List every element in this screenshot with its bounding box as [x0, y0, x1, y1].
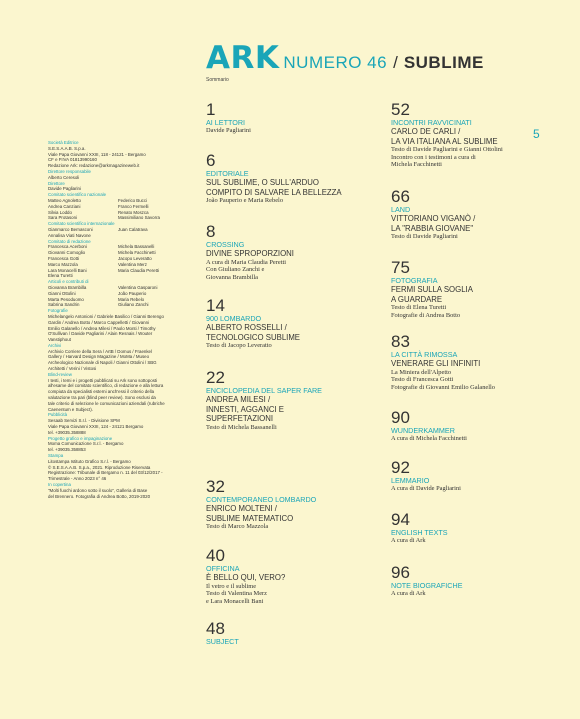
toc-byline-line: Testo di Marco Mazzola — [206, 523, 269, 530]
toc-byline — [391, 435, 566, 443]
colophon-name: Annalisa Viati Navone — [48, 232, 91, 238]
colophon-heading: Blind-review — [48, 371, 72, 377]
toc-title-line: SUBLIME MATEMATICO — [206, 513, 294, 523]
toc-title-line: TECNOLOGICO SUBLIME — [206, 332, 301, 342]
colophon-column — [118, 285, 188, 308]
toc-title — [206, 249, 381, 259]
toc-byline-line: e Lara Monacelli Bani — [206, 597, 264, 605]
colophon-name: Matteo Agnoletto — [48, 197, 81, 203]
colophon-line: tale criterio di selezione le comunicazioni aziendali (rubriche — [48, 400, 165, 406]
colophon-name: Elena Turetti — [48, 273, 73, 279]
toc-section: ENGLISH TEXTS — [391, 528, 448, 537]
colophon-name: Marta Pesoduomo — [48, 296, 84, 302]
toc-title-line: INNESTI, AGGANCI E — [206, 404, 284, 414]
toc-entry — [391, 333, 566, 391]
colophon-column — [48, 244, 118, 279]
sommario-label: Sommario — [206, 77, 229, 83]
colophon-column — [118, 244, 188, 279]
toc-byline-line: Testo di Francesca Gotti — [391, 376, 454, 383]
toc-byline-line: Incontro con i testimoni a cura di — [391, 153, 476, 161]
toc-section: LA CITTÀ RIMOSSA — [391, 350, 458, 359]
colophon-column — [118, 227, 188, 239]
toc-title-line: SUL SUBLIME, O SULL'ARDUO — [206, 178, 319, 187]
toc-page-number: 14 — [206, 296, 225, 315]
colophon-columns — [48, 227, 188, 239]
colophon-column — [118, 198, 188, 221]
colophon-name: Sara Protasoni — [48, 215, 78, 221]
toc-section: 900 LOMBARDO — [206, 314, 262, 323]
colophon — [48, 140, 188, 499]
colophon-name: Maria Rebelo — [118, 296, 145, 302]
toc-title — [206, 504, 381, 523]
colophon-columns — [48, 198, 188, 221]
toc-page-number: 92 — [391, 458, 410, 477]
colophon-line: compiuta da specialisti esterni anch'essi il criterio della — [48, 389, 155, 395]
toc-title-line: VENERARE GLI INFINITI — [391, 359, 481, 368]
colophon-name: Maria Claudia Peretti — [118, 267, 159, 273]
toc-byline-line: Davide Pagliarini — [206, 127, 251, 134]
colophon-line: Archivio Corriere della Sera / ArtB / Domus / Fraenkel — [48, 348, 152, 354]
toc-page-number: 1 — [206, 100, 216, 119]
toc-title-line: ALBERTO ROSSELLI / — [206, 323, 287, 332]
toc-byline-line: Michela Facchinetti — [391, 161, 442, 168]
toc-title — [391, 214, 566, 233]
toc-page-number: 8 — [206, 222, 216, 241]
colophon-heading: Direttore — [48, 180, 65, 186]
colophon-name: Michela Bassanelli — [118, 244, 155, 250]
issue-number: NUMERO 46 — [283, 53, 388, 72]
colophon-block — [48, 192, 188, 221]
toc-section: LEMMARIO — [391, 476, 430, 485]
toc-byline-line: João Pauperio e Maria Rebelo — [206, 197, 284, 204]
toc-title-line: CARLO DE CARLI / — [391, 127, 461, 136]
toc-section: WUNDERKAMMER — [391, 426, 455, 435]
toc-byline — [206, 523, 381, 531]
toc-byline — [391, 146, 566, 169]
toc-title-line: ANDREA MILESI / — [206, 395, 271, 404]
toc-page-number: 32 — [206, 477, 225, 496]
toc-title-line: È BELLO QUI, VERO? — [206, 573, 286, 582]
colophon-name: João Pauperio — [118, 290, 147, 296]
colophon-line: Gallery / Harvard Design Magazine / MoMa / Museo — [48, 354, 150, 360]
toc-entry — [206, 101, 381, 135]
toc-entry — [206, 478, 381, 531]
toc-section: LAND — [391, 205, 411, 214]
colophon-name: Silvia Loddo — [48, 209, 72, 215]
colophon-name: Jacopo Leveratto — [118, 255, 152, 261]
colophon-column — [48, 198, 118, 221]
toc-title-line: LA VIA ITALIANA AL SUBLIME — [391, 136, 498, 146]
toc-byline-line: Con Giuliano Zanchi e — [206, 266, 265, 273]
toc-byline-line: Fotografie di Giovanni Emilio Galanello — [391, 383, 496, 391]
toc-page-number: 6 — [206, 151, 216, 170]
toc-section: INCONTRI RAVVICINATI — [391, 118, 472, 127]
colophon-line: valutazione tra pari (blind peer review). Sono esclusi da — [48, 395, 156, 401]
colophon-heading: Direttore responsabile — [48, 168, 91, 174]
toc-section: OFFICINA — [206, 564, 240, 573]
toc-byline-line: La Miniera dell'Alpetto — [391, 368, 452, 376]
toc-title-line: A GUARDARE — [391, 294, 443, 304]
colophon-block — [48, 465, 188, 482]
toc-page-number: 22 — [206, 368, 225, 387]
toc-entry — [206, 547, 381, 605]
colophon-block — [48, 308, 188, 343]
toc-byline-line: Testo di Davide Pagliarini e Gianni Ottolini — [391, 146, 503, 153]
colophon-name: Giuliano Zanchi — [118, 302, 149, 308]
toc-section: CROSSING — [206, 240, 245, 249]
toc-entry — [391, 101, 566, 169]
colophon-name: Renato Moszca — [118, 209, 149, 215]
toc-page-number: 96 — [391, 563, 410, 582]
colophon-block — [48, 372, 188, 413]
colophon-heading: Comitato scientifico nazionale — [48, 192, 107, 198]
toc-section: AI LETTORI — [206, 118, 246, 127]
toc-entry — [391, 564, 566, 598]
toc-title-line: DIVINE SPROPORZIONI — [206, 249, 294, 258]
toc-title-line: VITTORIANO VIGANÒ / — [391, 214, 476, 223]
toc-byline — [206, 197, 381, 205]
toc-byline-line: A cura di Davide Pagliarini — [391, 485, 461, 492]
toc-byline — [206, 583, 381, 606]
toc-byline-line: Fotografie di Andrea Botto — [391, 311, 461, 319]
toc-entry — [391, 409, 566, 443]
toc-entry — [391, 511, 566, 545]
toc-section: ENCICLOPEDIA DEL SAPER FARE — [206, 386, 322, 395]
colophon-line: Sesaab Servizi S.r.l. - Divisione SPM — [48, 418, 120, 424]
colophon-line: Michelangelo Antonioni / Gabriele Basilico / Gianni Berengo — [48, 313, 164, 319]
colophon-columns — [48, 285, 188, 308]
toc-byline — [391, 233, 566, 241]
toc-byline-line: Testo di Jacopo Leveratto — [206, 342, 272, 349]
toc-title — [206, 323, 381, 342]
colophon-block — [48, 412, 188, 435]
toc-byline-line: Testo di Michela Bassanelli — [206, 423, 277, 431]
toc-entry — [391, 188, 566, 241]
colophon-line: © S.E.S.A.A.B. S.p.a., 2021. Riproduzione Riservata — [48, 464, 151, 470]
toc-byline-line: A cura di Maria Claudia Peretti — [206, 258, 287, 266]
toc-byline — [391, 590, 566, 598]
toc-byline-line: A cura di Ark — [391, 537, 426, 544]
colophon-block — [48, 181, 188, 193]
toc-title — [391, 359, 566, 369]
toc-entry — [206, 152, 381, 205]
colophon-name: Valentina Gasparoni — [118, 284, 158, 290]
colophon-block — [48, 279, 188, 308]
colophon-line: Gardin / Andrea Botto / Marco Cappelletti / Giovanni — [48, 319, 150, 325]
colophon-heading: Stampa — [48, 453, 64, 459]
toc-page-number: 75 — [391, 258, 410, 277]
colophon-block — [48, 140, 188, 169]
colophon-line: Davide Pagliarini — [48, 186, 81, 192]
colophon-heading: Fotografie — [48, 308, 68, 314]
colophon-name: Valentina Merz — [118, 261, 147, 267]
toc-section: EDITORIALE — [206, 169, 249, 178]
toc-byline — [391, 485, 566, 493]
colophon-line: all'esame del comitato scientifico, di redazione e alla lettura — [48, 383, 164, 389]
colophon-name: Juan Calatrava — [118, 226, 148, 232]
toc-section: FOTOGRAFIA — [391, 276, 438, 285]
colophon-block — [48, 169, 188, 181]
page-number: 5 — [533, 127, 540, 141]
toc-title — [206, 395, 381, 424]
toc-page-number: 83 — [391, 332, 410, 351]
colophon-line: Vanstiphout — [48, 337, 71, 343]
brand-logo: ARK — [206, 40, 280, 76]
colophon-heading: Articoli e contributi di — [48, 279, 89, 285]
toc-byline-line: Giovanna Brambilla — [206, 273, 258, 281]
toc-byline — [206, 127, 381, 135]
toc-title-line: FERMI SULLA SOGLIA — [391, 285, 473, 294]
colophon-block — [48, 221, 188, 238]
toc-byline — [206, 342, 381, 350]
toc-title-line: COMPITO DI SALVARE LA BELLEZZA — [206, 187, 342, 197]
colophon-name: Andrea Canziani — [48, 203, 81, 209]
toc-page-number: 94 — [391, 510, 410, 529]
colophon-name: Franco Fermelli — [118, 203, 149, 209]
colophon-line: "Molti fuochi ardono sotto il suolo", Galleria di Base — [48, 487, 148, 493]
colophon-name: Sabrina Sandrin — [48, 302, 80, 308]
colophon-line: tel. +39035.358853 — [48, 447, 86, 453]
colophon-name: Michela Facchinetti — [118, 250, 156, 256]
colophon-line: Caenentum e Subject). — [48, 406, 93, 412]
colophon-heading: Pubblicità — [48, 412, 68, 418]
toc-page-number: 52 — [391, 100, 410, 119]
colophon-name: Lara Monacelli Bani — [48, 267, 87, 273]
toc-byline-line: A cura di Michela Facchinetti — [391, 435, 467, 442]
colophon-line: Architetti / Verini / Vistosi — [48, 366, 97, 372]
colophon-block — [48, 453, 188, 465]
colophon-line: Archeologico Nazionale di Napoli / Gianni Ottolini / SBG — [48, 360, 157, 366]
toc-entry — [391, 259, 566, 319]
colophon-line: Litostampa Istituto Grafico S.r.l. - Bergamo — [48, 458, 131, 464]
toc-entry — [391, 459, 566, 493]
toc-byline — [206, 259, 381, 282]
toc-byline — [391, 537, 566, 545]
colophon-block — [48, 239, 188, 280]
colophon-columns — [48, 244, 188, 279]
colophon-line: del Brennero. Fotografia di Andrea Botto, 2019-2020 — [48, 493, 151, 499]
colophon-line: Alberto Ceresoli — [48, 174, 80, 180]
colophon-heading: Comitato scientifico internazionale — [48, 221, 115, 227]
colophon-line: CF e P.IVA 01813990160 — [48, 157, 97, 163]
colophon-line: Redazione Ark: redazione@arkmagazineweb.it — [48, 163, 140, 169]
colophon-line: Trimestrale - Anno 2023 n° 46 — [48, 476, 107, 482]
toc-page-number: 66 — [391, 187, 410, 206]
toc-byline — [391, 369, 566, 392]
colophon-name: Gianni Ottolini — [48, 290, 76, 296]
colophon-line: Emilio Galanello / Andrea Milesi / Paolo Monti / Timothy — [48, 325, 156, 331]
colophon-column — [48, 227, 118, 239]
toc-page-number: 48 — [206, 619, 225, 638]
toc-entry — [206, 297, 381, 350]
colophon-name: Giovanni Comoglio — [48, 250, 86, 256]
colophon-name: Gianmarco Bernasconi — [48, 226, 93, 232]
colophon-line: Viale Papa Giovanni XXIII, 124 - 24121 Bergamo — [48, 424, 144, 430]
colophon-block — [48, 343, 188, 372]
issue-subtitle: SUBLIME — [403, 53, 484, 72]
colophon-line: I testi, i temi e i progetti pubblicati su Ark sono sottoposti — [48, 377, 158, 383]
toc-page-number: 40 — [206, 546, 225, 565]
colophon-column — [48, 285, 118, 308]
toc-title — [206, 178, 381, 197]
toc-byline-line: Testo di Valentina Merz — [206, 590, 268, 597]
colophon-line: Registrazione: Tribunale di Bergamo n. 11 del 03/12/2017 - — [48, 470, 163, 476]
colophon-line: S.E.S.A.A.B. S.p.a. — [48, 145, 86, 151]
toc-byline-line: Il vetro e il sublime — [206, 582, 257, 590]
toc-byline-line: Testo di Elena Turetti — [391, 304, 447, 311]
toc-title-line: LA "RABBIA GIOVANE" — [391, 223, 474, 233]
colophon-line: O'Sullivan / Davide Pagliarini / Alain Resnais / Wouter — [48, 331, 153, 337]
toc-byline-line: A cura di Ark — [391, 590, 426, 597]
colophon-name: Federico Bucci — [118, 197, 148, 203]
colophon-name: Marco Mazzola — [48, 261, 78, 267]
toc-title — [391, 127, 566, 146]
colophon-name: Francesca Acerboni — [48, 244, 87, 250]
colophon-line: Moma Comunicazione S.r.l. - Bergamo — [48, 441, 124, 447]
colophon-line: tel. +39035.358888 — [48, 429, 86, 435]
toc-byline — [206, 424, 381, 432]
colophon-block — [48, 436, 188, 453]
colophon-heading: Comitato di redazione — [48, 238, 91, 244]
toc-section: SUBJECT — [206, 637, 239, 646]
toc-entry — [206, 620, 381, 646]
colophon-line: Viale Papa Giovanni XXIII, 118 - 24121 - Bergamo — [48, 151, 146, 157]
toc-page-number: 90 — [391, 408, 410, 427]
toc-section: CONTEMPORANEO LOMBARDO — [206, 495, 317, 504]
colophon-heading: Progetto grafico e impaginazione — [48, 435, 113, 441]
toc-title-line: SUPERFETAZIONI — [206, 414, 274, 423]
colophon-block — [48, 482, 188, 499]
toc-title — [206, 573, 381, 583]
title-separator: / — [393, 53, 398, 72]
toc-byline — [391, 304, 566, 319]
toc-entry — [206, 369, 381, 431]
colophon-name: Massimiliano Savorra — [118, 215, 160, 221]
toc-byline-line: Testo di Davide Pagliarini — [391, 233, 458, 240]
colophon-name: Giovanna Brambilla — [48, 284, 87, 290]
toc-entry — [206, 223, 381, 281]
toc-title — [391, 285, 566, 304]
colophon-heading: Archivi — [48, 342, 62, 348]
colophon-name: Francesca Gotti — [48, 255, 79, 261]
toc-section: NOTE BIOGRAFICHE — [391, 581, 463, 590]
masthead-header — [206, 40, 484, 76]
colophon-heading: Società Editrice — [48, 140, 79, 145]
toc-title-line: ENRICO MOLTENI / — [206, 504, 277, 513]
colophon-heading: In copertina — [48, 482, 71, 488]
